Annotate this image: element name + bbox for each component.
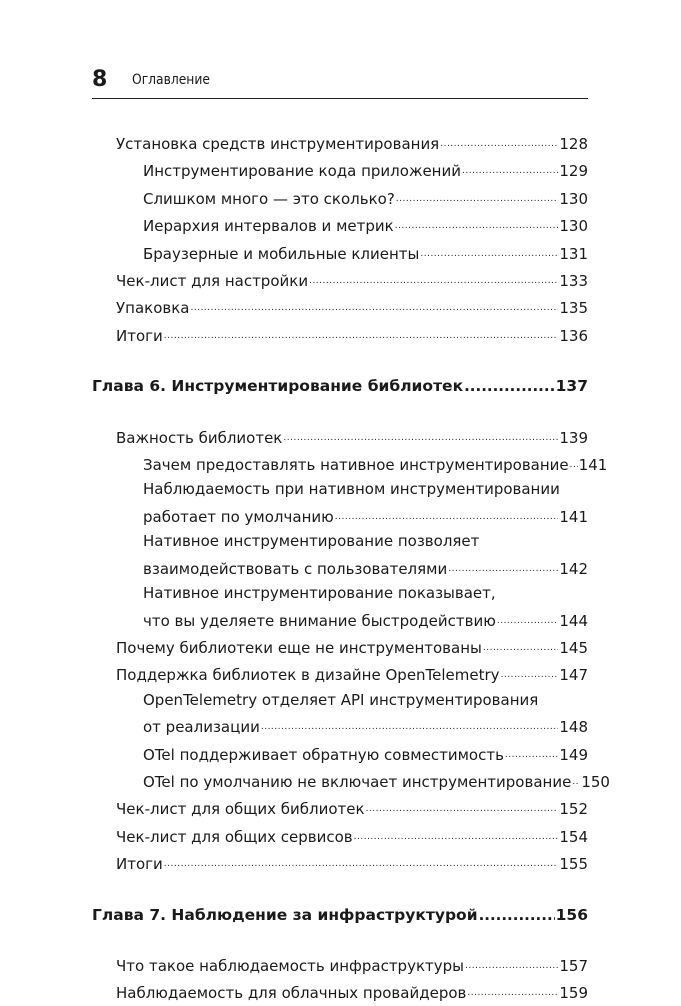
dot-leader <box>164 849 559 876</box>
toc-page-number: 157 <box>559 956 588 975</box>
toc-entry-title: от реализации <box>143 718 260 737</box>
toc-entry-title: Чек-лист для общих библиотек <box>116 800 365 819</box>
dot-leader <box>309 266 558 293</box>
dot-leader <box>190 293 558 320</box>
toc-entry-title-line: Нативное инструментирование позволяет <box>143 532 480 551</box>
toc-page-number: 152 <box>559 800 588 819</box>
toc-entry-title: Чек-лист для настройки <box>116 272 309 291</box>
toc-entry[interactable] <box>92 767 610 794</box>
toc-page-number: 156 <box>555 905 588 924</box>
toc-entry-title: Что такое наблюдаемость инфраструктуры <box>116 956 464 975</box>
toc-page-number: 142 <box>559 559 588 578</box>
toc-entry[interactable] <box>92 129 588 156</box>
dot-leader <box>464 374 555 398</box>
dot-leader <box>395 211 559 238</box>
toc-entry-title-line: Наблюдаемость при нативном инструментировании <box>143 480 560 499</box>
toc-entry[interactable] <box>92 849 588 876</box>
toc-page-number: 130 <box>559 217 588 236</box>
toc-entry[interactable] <box>92 660 588 687</box>
toc-entry[interactable] <box>92 266 588 293</box>
toc-entry-title: Поддержка библиотек в дизайне OpenTelemetry <box>116 666 500 685</box>
dot-leader <box>483 633 559 660</box>
dot-leader <box>479 903 555 927</box>
dot-leader <box>366 794 559 821</box>
toc-entry-title: Установка средств инструментирования <box>116 135 440 153</box>
toc-chapter[interactable] <box>92 903 588 927</box>
toc-entry[interactable] <box>92 951 588 978</box>
toc-entry-title: Почему библиотеки еще не инструментованы <box>116 638 482 657</box>
toc-entry[interactable] <box>92 239 588 266</box>
toc-entry[interactable] <box>92 740 588 767</box>
toc-page-number: 129 <box>559 162 588 181</box>
toc-entry[interactable] <box>92 794 588 821</box>
toc-entry[interactable] <box>92 184 588 211</box>
toc-chapter[interactable] <box>92 374 588 398</box>
toc-entry-title: работает по умолчанию <box>143 507 334 526</box>
toc-entry[interactable] <box>92 978 588 1005</box>
toc-entry-title: Итоги <box>116 855 163 874</box>
toc-page-number: 135 <box>559 299 588 318</box>
toc-page-number: 147 <box>559 666 588 685</box>
toc-page-number: 155 <box>559 855 588 874</box>
toc-page-number: 131 <box>559 244 588 263</box>
dot-leader <box>261 712 559 739</box>
toc-page-number: 154 <box>559 827 588 846</box>
toc-entry[interactable] <box>92 633 588 660</box>
dot-leader <box>465 951 558 978</box>
dot-leader <box>505 740 558 767</box>
toc-entry[interactable] <box>92 423 588 450</box>
toc-entry-title: Слишком много — это сколько? <box>143 189 395 208</box>
dot-leader <box>354 822 559 849</box>
toc-page-number: 145 <box>559 638 588 657</box>
dot-leader <box>497 606 559 633</box>
toc-entry[interactable] <box>92 581 588 633</box>
toc-page-number: 159 <box>559 984 588 1003</box>
dot-leader <box>501 660 559 687</box>
toc-entry-title: Зачем предоставлять нативное инструментирование <box>143 456 569 475</box>
toc-entry[interactable] <box>92 529 588 581</box>
toc-entry[interactable] <box>92 688 588 740</box>
toc-page-number: 141 <box>559 507 588 526</box>
toc-entry-title: Чек-лист для общих сервисов <box>116 827 353 846</box>
toc-entry-title-line: OpenTelemetry отделяет API инструментирования <box>143 690 539 709</box>
toc-entry-title-line: Нативное инструментирование показывает, <box>143 584 496 603</box>
toc-entry-title: Итоги <box>116 326 163 345</box>
dot-leader <box>467 978 558 1005</box>
toc-entry-title: взаимодействовать с пользователями <box>143 559 448 578</box>
toc-page-number: 136 <box>559 326 588 345</box>
toc-page-number: 144 <box>559 611 588 630</box>
toc-page-number: 148 <box>559 718 588 737</box>
toc-entry[interactable] <box>92 156 588 183</box>
page-header <box>92 66 588 99</box>
dot-leader <box>420 239 558 266</box>
toc-entry[interactable] <box>92 477 588 529</box>
dot-leader <box>448 554 558 581</box>
toc-page-number: 128 <box>559 135 588 153</box>
dot-leader <box>462 156 558 183</box>
toc-page-number: 130 <box>559 189 588 208</box>
toc-entry-title: Браузерные и мобильные клиенты <box>143 244 420 263</box>
toc-entry-title: OTel по умолчанию не включает инструментирование <box>143 772 572 791</box>
toc-entry[interactable] <box>92 450 608 477</box>
dot-leader <box>164 321 559 348</box>
toc-entry-title: Глава 6. Инструментирование библиотек <box>92 377 464 396</box>
toc-entry[interactable] <box>92 822 588 849</box>
dot-leader <box>572 767 580 794</box>
toc-entry-title: Иерархия интервалов и метрик <box>143 217 394 236</box>
toc-entry-title: что вы уделяете внимание быстродействию <box>143 611 496 630</box>
toc-page-number: 149 <box>559 745 588 764</box>
toc-entry-title: Инструментирование кода приложений <box>143 162 461 181</box>
toc-entry[interactable] <box>92 293 588 320</box>
page-number: 8 <box>92 67 108 92</box>
toc-page-number: 137 <box>555 377 588 396</box>
toc-page-number: 141 <box>578 456 608 475</box>
toc-page-number: 139 <box>559 428 588 447</box>
dot-leader <box>570 450 578 477</box>
running-title: Оглавление <box>132 72 210 88</box>
dot-leader <box>440 129 558 156</box>
toc-entry-title: Глава 7. Наблюдение за инфраструктурой <box>92 905 478 924</box>
dot-leader <box>396 184 559 211</box>
toc-page-number: 150 <box>581 772 610 791</box>
toc-entry-title: OTel поддерживает обратную совместимость <box>143 745 504 764</box>
toc-entry-title: Наблюдаемость для облачных провайдеров <box>116 984 467 1003</box>
toc-entry[interactable] <box>92 211 588 238</box>
toc-entry-title: Важность библиотек <box>116 428 283 447</box>
dot-leader <box>283 423 558 450</box>
table-of-contents <box>92 129 610 1006</box>
toc-entry[interactable] <box>92 321 588 348</box>
toc-entry-title: Упаковка <box>116 299 190 318</box>
toc-page-number: 133 <box>559 272 588 291</box>
dot-leader <box>335 502 559 529</box>
